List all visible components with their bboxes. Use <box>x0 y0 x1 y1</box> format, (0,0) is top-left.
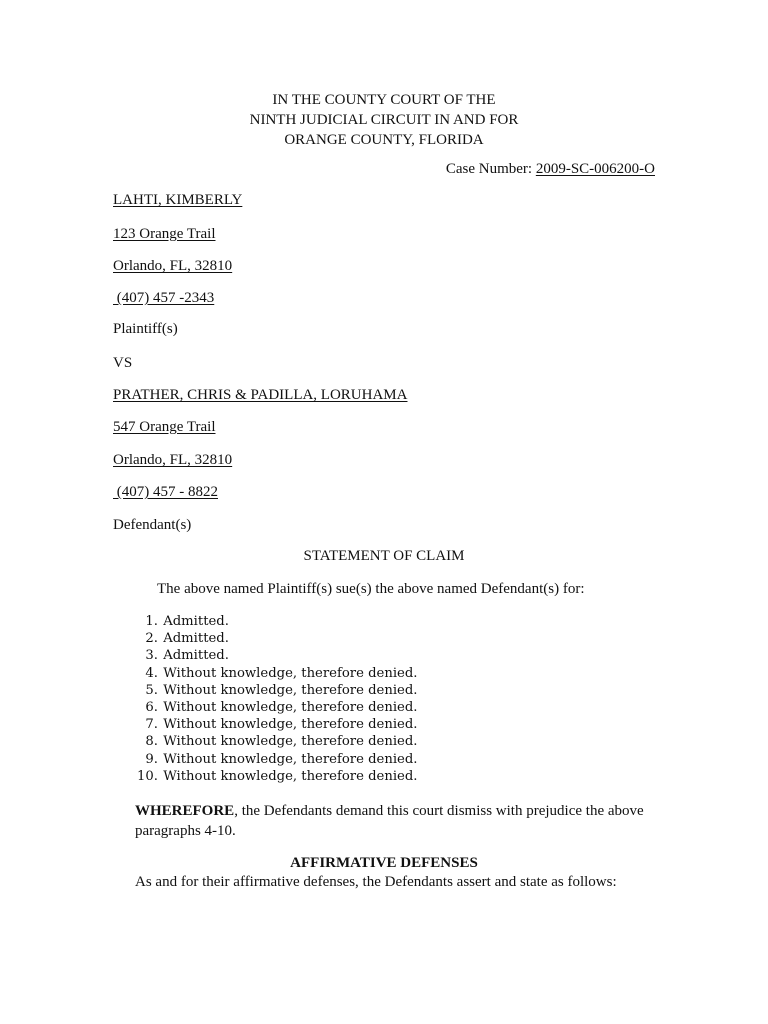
list-item <box>133 699 418 716</box>
plaintiff-name: LAHTI, KIMBERLY <box>113 192 243 208</box>
list-item <box>133 751 418 768</box>
list-item <box>133 733 418 750</box>
defendant-role: Defendant(s) <box>113 517 192 533</box>
list-item <box>133 613 418 630</box>
plaintiff-phone: (407) 457 -2343 <box>113 290 215 306</box>
item-text: Admitted. <box>163 631 229 647</box>
item-number: 5. <box>145 682 158 698</box>
versus: VS <box>113 355 133 371</box>
item-text: Without knowledge, therefore denied. <box>163 682 418 698</box>
item-number: 8. <box>145 734 158 750</box>
defendant-name: PRATHER, CHRIS & PADILLA, LORUHAMA <box>113 387 408 403</box>
defendant-phone: (407) 457 - 8822 <box>113 484 218 500</box>
item-number: 10. <box>137 768 158 784</box>
item-number: 2. <box>145 631 158 647</box>
defendant-city: Orlando, FL, 32810 <box>113 452 233 468</box>
item-text: Without knowledge, therefore denied. <box>163 665 418 681</box>
wherefore-paragraph <box>135 802 655 841</box>
claim-list <box>133 613 418 785</box>
list-item <box>133 665 418 682</box>
defendant-street: 547 Orange Trail <box>113 419 216 435</box>
item-number: 4. <box>145 665 158 681</box>
court-caption <box>0 90 768 150</box>
item-number: 7. <box>145 717 158 733</box>
caption-line-3: ORANGE COUNTY, FLORIDA <box>284 132 484 148</box>
item-text: Without knowledge, therefore denied. <box>163 699 418 715</box>
item-text: Admitted. <box>163 614 229 629</box>
item-text: Without knowledge, therefore denied. <box>163 734 418 750</box>
affirmative-defenses-text: As and for their affirmative defenses, the Defendants assert and state as follows: <box>135 874 617 890</box>
case-number-value: 2009-SC-006200-O <box>535 161 655 177</box>
claim-title: STATEMENT OF CLAIM <box>303 548 465 564</box>
list-item <box>133 682 418 699</box>
item-number: 1. <box>145 614 158 629</box>
claim-intro: The above named Plaintiff(s) sue(s) the above named Defendant(s) for: <box>157 581 585 597</box>
wherefore-text: , the Defendants demand this court dismiss with prejudice the above paragraphs 4-10. <box>135 803 644 839</box>
caption-line-2: NINTH JUDICIAL CIRCUIT IN AND FOR <box>249 112 519 128</box>
affirmative-defenses-title: AFFIRMATIVE DEFENSES <box>290 855 478 871</box>
item-number: 9. <box>145 751 158 767</box>
case-number <box>446 160 655 178</box>
item-text: Admitted. <box>163 648 229 664</box>
list-item <box>133 716 418 733</box>
wherefore-keyword: WHEREFORE <box>135 803 235 819</box>
list-item <box>133 647 418 664</box>
item-text: Without knowledge, therefore denied. <box>163 768 418 784</box>
case-number-label: Case Number: <box>445 161 536 177</box>
plaintiff-street: 123 Orange Trail <box>113 226 216 242</box>
list-item <box>133 768 418 785</box>
list-item <box>133 630 418 647</box>
item-number: 3. <box>145 648 158 664</box>
plaintiff-role: Plaintiff(s) <box>113 321 178 337</box>
item-number: 6. <box>145 699 158 715</box>
caption-line-1: IN THE COUNTY COURT OF THE <box>272 92 496 108</box>
item-text: Without knowledge, therefore denied. <box>163 717 418 733</box>
plaintiff-city: Orlando, FL, 32810 <box>113 258 233 274</box>
item-text: Without knowledge, therefore denied. <box>163 751 418 767</box>
